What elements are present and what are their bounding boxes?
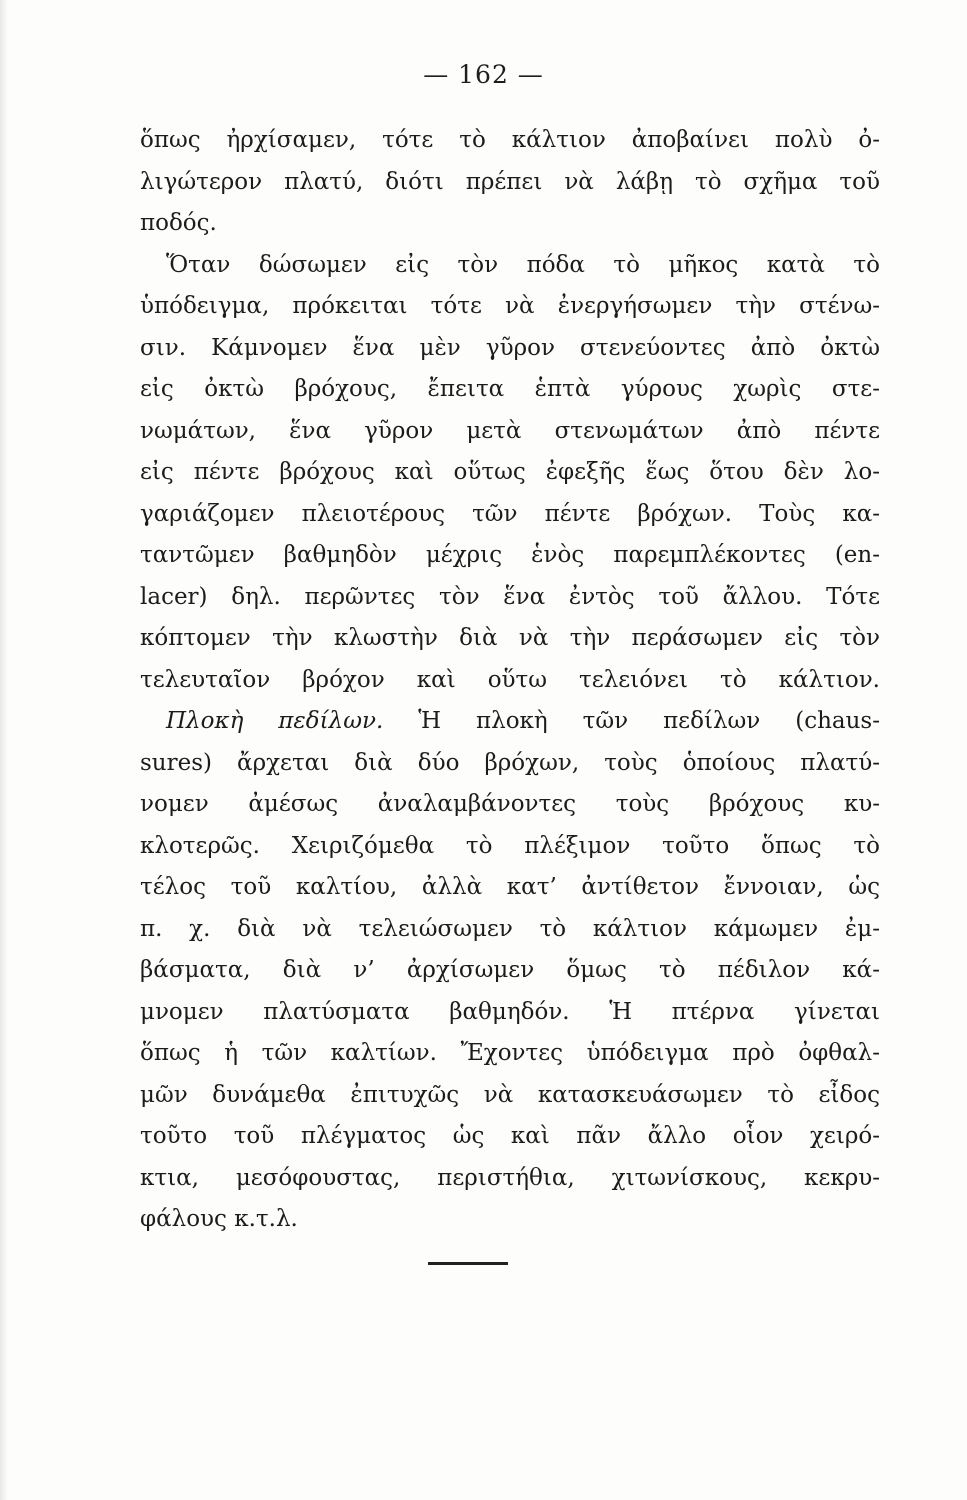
text-line: νωμάτων, ἕνα γῦρον μετὰ στενωμάτων ἀπὸ πέντε — [140, 417, 880, 444]
page-number: — 162 — — [423, 60, 544, 89]
text-line: σιν. Κάμνομεν ἕνα μὲν γῦρον στενεύοντες ἀπὸ ὀκτὼ — [140, 334, 880, 361]
text-line-rest: Ἡ πλοκὴ τῶν πεδίλων (chaus- — [418, 708, 881, 734]
text-line: ὅπως ἠρχίσαμεν, τότε τὸ κάλτιον ἀποβαίνει πολὺ ὀ- — [140, 127, 880, 153]
text-line: τοῦτο τοῦ πλέγματος ὡς καὶ πᾶν ἄλλο οἷον χειρό- — [140, 1123, 880, 1149]
text-line: ταντῶμεν βαθμηδὸν μέχρις ἑνὸς παρεμπλέκοντες (en- — [140, 542, 880, 568]
page-spine-shadow — [0, 0, 8, 1500]
end-rule — [428, 1262, 508, 1265]
text-line: sures) ἄρχεται διὰ δύο βρόχων, τοὺς ὁποίους πλατύ- — [140, 749, 880, 776]
text-line: κτια, μεσόφουστας, περιστήθια, χιτωνίσκους, κεκρυ- — [140, 1164, 880, 1191]
text-line-with-heading — [140, 701, 880, 743]
text-line: βάσματα, διὰ ν’ ἀρχίσωμεν ὅμως τὸ πέδιλον κά- — [140, 957, 880, 983]
text-line: γαριάζομεν πλειοτέρους τῶν πέντε βρόχων. Τοὺς κα- — [140, 500, 880, 527]
text-line: εἰς πέντε βρόχους καὶ οὕτως ἐφεξῆς ἕως ὅτου δὲν λο- — [140, 459, 880, 485]
text-line: κόπτομεν τὴν κλωστὴν διὰ νὰ τὴν περάσωμεν εἰς τὸν — [140, 625, 880, 651]
text-line: εἰς ὀκτὼ βρόχους, ἔπειτα ἑπτὰ γύρους χωρὶς στε- — [140, 376, 880, 402]
text-line: κλοτερῶς. Χειριζόμεθα τὸ πλέξιμον τοῦτο ὅπως τὸ — [140, 832, 880, 859]
body-text — [140, 120, 880, 1241]
text-line: μνομεν πλατύσματα βαθμηδόν. Ἡ πτέρνα γίνεται — [140, 998, 880, 1025]
text-line: φάλους κ.τ.λ. — [140, 1206, 298, 1232]
text-line: lacer) δηλ. περῶντες τὸν ἕνα ἐντὸς τοῦ ἄλλου. Τότε — [140, 583, 880, 610]
text-line: τελευταῖον βρόχον καὶ οὕτω τελειόνει τὸ κάλτιον. — [140, 666, 880, 693]
text-line: νομεν ἀμέσως ἀναλαμβάνοντες τοὺς βρόχους κυ- — [140, 791, 880, 817]
section-heading: Πλοκὴ πεδίλων. — [166, 708, 384, 734]
text-line: ποδός. — [140, 210, 217, 236]
text-line: Ὅταν δώσωμεν εἰς τὸν πόδα τὸ μῆκος κατὰ τὸ — [166, 251, 880, 278]
text-line: μῶν δυνάμεθα ἐπιτυχῶς νὰ κατασκευάσωμεν τὸ εἶδος — [140, 1081, 880, 1108]
text-line: λιγώτερον πλατύ, διότι πρέπει νὰ λάβῃ τὸ σχῆμα τοῦ — [140, 168, 880, 195]
text-line: τέλος τοῦ καλτίου, ἀλλὰ κατ’ ἀντίθετον ἔννοιαν, ὡς — [140, 874, 880, 900]
text-line: ὑπόδειγμα, πρόκειται τότε νὰ ἐνεργήσωμεν τὴν στένω- — [140, 293, 880, 319]
text-line: ὅπως ἡ τῶν καλτίων. Ἔχοντες ὑπόδειγμα πρὸ ὀφθαλ- — [140, 1040, 880, 1066]
text-line: π. χ. διὰ νὰ τελειώσωμεν τὸ κάλτιον κάμωμεν ἐμ- — [140, 915, 880, 942]
